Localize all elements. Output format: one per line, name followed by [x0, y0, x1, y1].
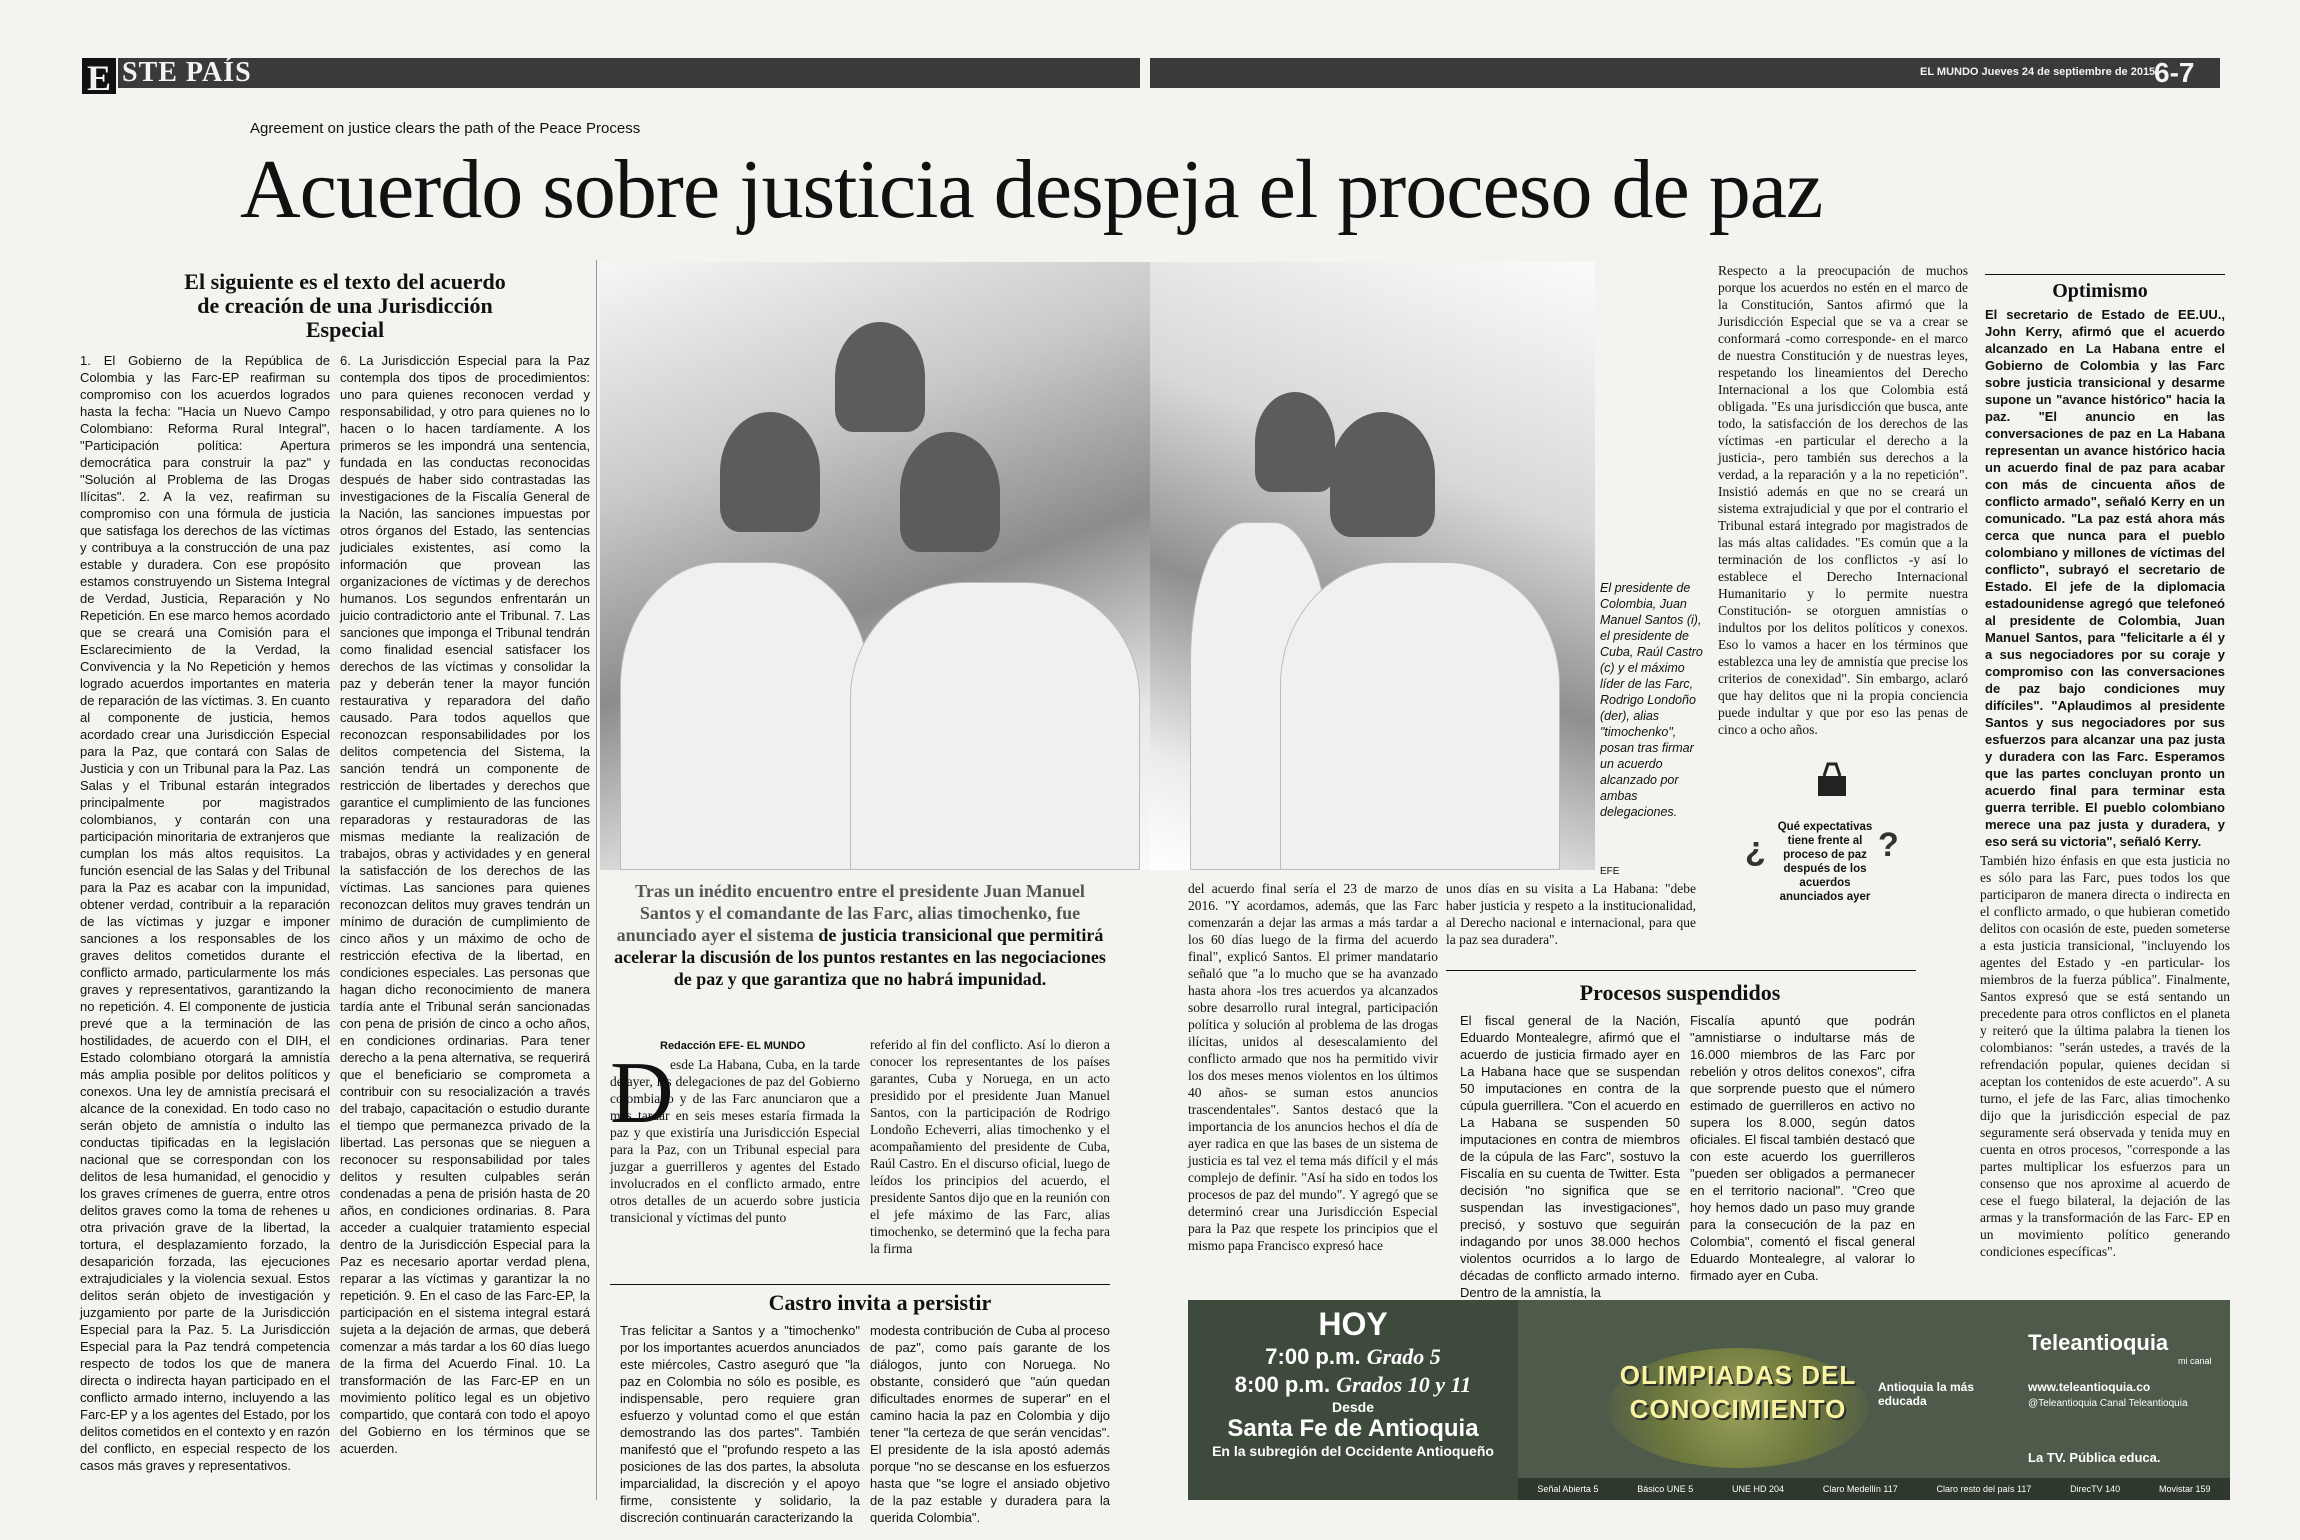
ad-hoy: HOY — [1318, 1306, 1388, 1342]
ad-schedule — [1188, 1300, 1518, 1500]
ad-url: www.teleantioquia.co — [2028, 1380, 2151, 1394]
channel-item: UNE HD 204 — [1732, 1484, 1785, 1494]
ad-time-2: 8:00 p.m. Grados 10 y 11 — [1234, 1372, 1472, 1397]
column-divider — [596, 260, 597, 1500]
optimismo-subhead: Optimismo — [2052, 280, 2148, 302]
ad-time-1: 7:00 p.m. Grado 5 — [1265, 1344, 1441, 1369]
figure-head — [835, 322, 925, 432]
main-column-6: También hizo énfasis en que esta justicia no es sólo para las Farc, pues todos los que participaron de manera directa o indirecta en el conflicto armado, o que hubieran cometido delitos con ocasión de este, pueden someterse a esta justicia transicional, "incluyendo los agentes del Estado y -en particular- los miembros de la fuerza pública". Finalmente, Santos expresó que se está sentando un precedente para otros conflictos en el planeta y reiteró que la última palabra la tienen los colombianos: "serán ustedes, a través de la refrendación popular, quienes decidan si aceptan los contenidos de este acuerdo". A su turno, el jefe de las Farc, alias timochenko dijo que la jurisdicción especial de paz seguramente será observada y tenida muy en cuenta en otros procesos, "corresponde a las partes multiplicar los esfuerzos para un consenso que nos aproxime al acuerdo de cese el fuego bilateral, la dejación de las armas y la transformación de las Farc- EP en un movimiento político generando condiciones específicas". — [1980, 853, 2230, 1259]
expectations-question: Qué expectativas tiene frente al proceso de paz después de los acuerdos anunciados ayer — [1777, 821, 1873, 903]
question-open-icon: ¿ — [1745, 830, 1766, 868]
section-initial: E — [80, 56, 118, 96]
drop-cap: D — [610, 1045, 674, 1142]
main-column-3: del acuerdo final sería el 23 de marzo de 2016. "Y acordamos, además, que las Farc comenzarán a dejar las armas a más tardar a los 60 días luego de la firma del acuerdo final", explicó Santos. El primer mandatario señaló que "a lo mucho que se ha avanzado hasta ahora -los tres acuerdos ya alcanzados sobre desarrollo rural integral, participación política y solución al problema de las drogas ilícitas, unidos al desescalamiento del conflicto armado que nos ha permitido vivir los dos meses menos violentos en los últimos 40 años- se suman estos anuncios trascendentales". Santos destacó que la importancia de los anuncios hechos el día de ayer radica en que las bases de un sistema de justicia es tal vez el tema más difícil y el más complejo de definir. "Así ha sido en todos los procesos de paz del mundo". Y agregó que se determinó crear una Jurisdicción Especial para la Paz que respete los principios que el mismo papa Francisco expresó hace — [1188, 881, 1438, 1253]
channel-item: DirecTV 140 — [2070, 1484, 2121, 1494]
procesos-subhead: Procesos suspendidos — [1579, 980, 1781, 1005]
teleantioquia-ad — [1188, 1300, 2230, 1500]
brand-subtitle: mi canal — [2178, 1356, 2212, 1366]
channel-item: Claro resto del país 117 — [1936, 1484, 2032, 1494]
procesos-column-1: El fiscal general de la Nación, Eduardo Montealegre, afirmó que el acuerdo de justicia firmado ayer en La Habana hace que se suspendan 50 imputaciones en contra de la cúpula guerrillera. "Con el acuerdo en La Habana se suspenden 50 imputaciones en contra de miembros de la cúpula de las Farc", sostuvo la Fiscalía en su cuenta de Twitter. Esta decisión "no significa que se suspendan las investigaciones", precisó, y sostuvo que seguirán indagando por unos 38.000 hechos violentos ocurridos a lo largo de décadas de conflicto armado interno. Dentro de la amnistía, la — [1460, 1013, 1680, 1300]
main-column-1: esde La Habana, Cuba, en la tarde de ayer, las delegaciones de paz del Gobierno colombiano y de las Farc anunciaron que a más tardar en seis meses estaría firmada la paz y que existiría una Jurisdicción Especial para la Paz, con un Tribunal especial para juzgar a guerrilleros y agentes del Estado involucrados en el conflicto armado, entre otros detalles de un acuerdo sobre justicia transicional y víctimas del punto — [610, 1057, 860, 1225]
antioquia-logo-text: Antioquia la más educada — [1878, 1380, 1975, 1408]
figure-head — [720, 412, 820, 532]
figure-head — [1255, 392, 1335, 492]
folio-date: EL MUNDO Jueves 24 de septiembre de 2015 — [1920, 66, 2156, 78]
channel-item: Claro Medellín 117 — [1822, 1484, 1898, 1494]
castro-column-2: modesta contribución de Cuba al proceso de paz", como país garante de los diálogos, junto con Noruega. No obstante, consideró que "aún quedan dificultades enormes de superar" en el camino hacia la paz en Colombia y dijo tener "la certeza de que serán vencidas". El presidente de la isla apostó además porque "no se descanse en los esfuerzos hasta que "se logre el ansiado objetivo de la paz estable y duradera para la querida Colombia". — [870, 1323, 1110, 1525]
sidebar-column-2: 6. La Jurisdicción Especial para la Paz contempla dos tipos de procedimientos: uno para quienes reconocen verdad y responsabilidad, y otro para quienes no lo hacen o lo hacen tardíamente. A los primeros se les impondrá una sentencia, fundada en las conductas reconocidas después de haber sido contrastadas las investigaciones de la Fiscalía General de la Nación, las sanciones impuestas por otros órganos del Estado, las sentencias judiciales existentes, así como la información que provean las organizaciones de víctimas y de derechos humanos. Los segundos enfrentarán un juicio contradictorio ante el Tribunal. 7. Las sanciones que imponga el Tribunal tendrán como finalidad esencial satisfacer los derechos de las víctimas y consolidar la paz y deberán tener la mayor función restaurativa y reparadora del daño causado. Para todos aquellos que reconozcan responsabilidades por los delitos competencia del Sistema, la sanción tendrá un componente de restricción de libertades y derechos que garantice el cumplimiento de las funciones reparadoras y restauradoras de las mismas mediante la realización de trabajos, obras y actividades y en general la satisfacción de los derechos de las víctimas. Las sanciones para quienes reconozcan delitos muy graves tendrán un mínimo de duración de cumplimiento de cinco años y un máximo de ocho de restricción efectiva de la libertad, en condiciones especiales. Las personas que hagan dicho reconocimiento de manera tardía ante el Tribunal serán sancionadas con pena de prisión de cinco a ocho años, en condiciones ordinarias. Para tener derecho a la pena alternativa, se requerirá que el beneficiario se comprometa a contribuir con su resocialización a través del trabajo, capacitación o estudio durante el tiempo que permanezca privado de la libertad. Las personas que se nieguen a reconocer su responsabilidad por tales delitos y resulten culpables serán condenadas a pena de prisión hasta de 20 años, en condiciones ordinarias. 8. Para acceder a cualquier tratamiento especial dentro de la Jurisdicción Especial para la Paz es necesario aportar verdad plena, reparar a las víctimas y garantizar la no repetición. 9. En el caso de las Farc-EP, la participación en el sistema integral estará sujeta a la dejación de armas, que deberá comenzar a más tardar a los 60 días luego de la firma del Acuerdo Final. 10. La transformación de las Farc-EP en un movimiento político legal es un objetivo compartido, que contará con todo el apoyo del Gobierno en los términos que se acuerden. — [340, 353, 590, 1456]
photo-santos-castro — [600, 262, 1150, 870]
teleantioquia-brand: Teleantioquia — [2028, 1330, 2169, 1355]
procesos-column-2: Fiscalía apuntó que podrán "amnistiarse o indultarse más de 16.000 miembros de las Farc por rebelión y otros delitos conexos", cifra que sorprende puesto que el número estimado de guerrilleros en activo no supera los 8.000, según datos oficiales. El fiscal también destacó que con este acuerdo los guerrilleros "pueden ser obligados a permanecer en el territorio nacional". "Creo que hoy hemos dado un paso muy grande para la consecución de la paz en Colombia", comentó el fiscal general Eduardo Montealegre, al valorar lo firmado ayer en Cuba. — [1690, 1013, 1915, 1283]
deck-light: Tras un inédito encuentro entre el presidente Juan Manuel Santos y el comandante de las Farc, alias timochenko, fue anunciado ayer el sistema — [616, 881, 1085, 945]
ad-channel-list — [1518, 1478, 2230, 1500]
castro-subhead: Castro invita a persistir — [768, 1290, 992, 1315]
optimismo-body: El secretario de Estado de EE.UU., John Kerry, afirmó que el acuerdo alcanzado en La Habana entre el Gobierno de Colombia y las Farc sobre justicia transicional y desarme supone un "avance histórico" hacia la paz. "El anuncio en las conversaciones de paz en La Habana representan un avance histórico hacia un acuerdo final de paz para acabar con más de cincuenta años de conflicto armado", señaló Kerry en un comunicado. "La paz está ahora más cerca que nunca para el pueblo colombiano y millones de víctimas del conflicto", subrayó el secretario de Estado. El jefe de la diplomacia estadounidense agregó que telefoneó al presidente de Colombia, Juan Manuel Santos, para "felicitarle a él y a sus negociadores por su coraje y compromiso con las conversaciones de paz bajo condiciones muy difíciles". "Aplaudimos al presidente Santos y sus negociadores por sus esfuerzos para alcanzar una paz justa y duradera con las Farc. Esperamos que las partes concluyan pronto un acuerdo final para terminar esta guerra terrible. El pueblo colombiano merece una paz justa y duradera, y eso será su victoria", señaló Kerry. — [1985, 307, 2225, 849]
deck-dark: de justicia transicional que permitirá acelerar la discusión de los puntos restantes en las negociaciones de paz y que garantiza que no habrá impunidad. — [614, 925, 1106, 989]
ad-tagline: La TV. Pública educa. — [2028, 1450, 2161, 1465]
page-numbers: 6-7 — [2154, 57, 2195, 88]
headline: Acuerdo sobre justicia despeja el proceso de paz — [240, 143, 1823, 236]
figure-shirt — [850, 582, 1140, 870]
main-column-5: Respecto a la preocupación de muchos porque los acuerdos no estén en el marco de la Constitución, Santos afirmó que la Jurisdicción Especial que se va a crear se conformará -como corresponde- en el marco de nuestra Constitución y de nuestras leyes, respetando los lineamientos del Derecho Internacional a los que Colombia está obligada. "Es una jurisdicción que busca, ante todo, la satisfacción de los derechos de las víctimas -en particular el derecho a la justicia-, pero también sus derechos a la verdad, a la reparación y a la no repetición". Insistió además en que no se creará un sistema extrajudicial y que por el contrario el Tribunal estará integrado por magistrados de las más altas calidades. "Es común que a la terminación de los conflictos -y así lo establece el Derecho Internacional Humanitario y lo permite nuestra Constitución- se otorguen amnistías o indultos por los delitos políticos y conexos. Eso lo vamos a hacer en los términos que establezca una ley de amnistía que precise los criterios de conexidad". Sin embargo, aclaró que hay delitos que ni la propia conciencia puede indultar y que por eso las penas de cinco a ocho años. — [1718, 263, 1968, 737]
photo-timochenko — [1150, 262, 1595, 870]
figure-shirt — [1280, 562, 1560, 870]
sidebar-column-1: 1. El Gobierno de la República de Colombia y las Farc-EP reafirman su compromiso con los acuerdos logrados hasta la fecha: "Hacia un Nuevo Campo Colombiano: Reforma Rural Integral", "Participación política: Apertura democrática para construir la paz" y "Solución al Problema de las Drogas Ilícitas". 2. A la vez, reafirman su compromiso con una fórmula de justicia que satisfaga los derechos de las víctimas y contribuya a la construcción de una paz estable y duradera. Con ese propósito estamos construyendo un Sistema Integral de Verdad, Justicia, Reparación y No Repetición. En ese marco hemos acordado que se creará una Comisión para el Esclarecimiento de la Verdad, la Convivencia y la No Repetición y hemos logrado acuerdos importantes en materia de reparación de las víctimas. 3. En cuanto al componente de justicia, hemos acordado crear una Jurisdicción Especial para la Paz, que contará con Salas de Justicia y con un Tribunal para la Paz. Las Salas y el Tribunal estarán integrados principalmente por magistrados colombianos, y contarán con una participación minoritaria de extranjeros que cumplan los más altos requisitos. La función esencial de las Salas y del Tribunal para la Paz es acabar con la impunidad, obtener verdad, contribuir a la reparación de las víctimas y juzgar e imponer sanciones a los responsables de los graves delitos cometidos durante el conflicto armado, particularmente los más graves y representativos, garantizando la no repetición. 4. El componente de justicia prevé que a la terminación de las hostilidades, de acuerdo con el DIH, el Estado colombiano otorgará la amnistía más amplia posible por delitos políticos y conexos. Una ley de amnistía precisará el alcance de la conexidad. En todo caso no serán objeto de amnistía o indulto las conductas tipificadas en la legislación nacional que se correspondan con los delitos de lesa humanidad, el genocidio y los graves crímenes de guerra, entre otros delitos graves como la toma de rehenes u otra privación grave de la libertad, la tortura, el desplazamiento forzado, la desaparición forzada, las ejecuciones extrajudiciales y la violencia sexual. Estos delitos serán objeto de investigación y juzgamiento por parte de la Jurisdicción Especial para la Paz. 5. La Jurisdicción Especial para la Paz tendrá competencia respecto de todos los que de manera directa o indirecta hayan participado en el conflicto armado interno, incluyendo a las Farc-EP y a los agentes del Estado, por los delitos cometidos en el contexto y en razón del conflicto, en especial respecto de los casos más graves y representativos. — [80, 353, 330, 1473]
olimpiadas-logo — [1608, 1328, 1868, 1478]
ad-desde: Desde — [1331, 1399, 1375, 1415]
channel-item: Señal Abierta 5 — [1537, 1484, 1599, 1494]
main-column-2: referido al fin del conflicto. Así lo dieron a conocer los representantes de los países garantes, Cuba y Noruega, en un acto presidido por el presidente Juan Manuel Santos, con la participación de Rodrigo Londoño Echeverri, alias timochenko y el acompañamiento del presidente de Cuba, Raúl Castro. En el discurso oficial, luego de leídos los principios del acuerdo, el presidente Santos dijo que en la reunión con el jefe máximo de las Farc, alias timochenko, se determinó que la fecha para la firma — [870, 1037, 1110, 1256]
logo-text: OLIMPIADAS DEL CONOCIMIENTO — [1619, 1360, 1857, 1424]
castro-column-1: Tras felicitar a Santos y a "timochenko" por los importantes acuerdos anunciados este miércoles, Castro aseguró que "la paz en Colombia no sólo es posible, es indispensable, pero requiere gran esfuerzo y voluntad como el que están demostrando las dos partes". También manifestó que el "profundo respeto a las posiciones de las dos partes, la absoluta imparcialidad, la discreción y el apoyo firme, consistente y solidario, la discreción continuarán caracterizando la — [620, 1323, 860, 1525]
story-deck — [610, 880, 1110, 990]
section-rule — [1985, 274, 2225, 275]
photo-credit: EFE — [1600, 866, 1620, 877]
section-name: STE PAÍS — [122, 57, 252, 88]
byline: Redacción EFE- EL MUNDO — [660, 1040, 806, 1052]
ad-place: Santa Fe de Antioquia — [1227, 1415, 1479, 1442]
main-column-4: unos días en su visita a La Habana: "debe haber justicia y respeto a la institucionalidad, al Derecho nacional e internacional, para que la paz sea duradera". — [1446, 881, 1696, 947]
figure-head — [900, 432, 1000, 552]
figure-shirt — [620, 562, 870, 870]
figure-head — [1330, 412, 1435, 537]
section-rule — [610, 1284, 1110, 1285]
channel-item: Movistar 159 — [2158, 1484, 2211, 1494]
photo-caption: El presidente de Colombia, Juan Manuel Santos (i), el presidente de Cuba, Raúl Castro (c) y el máximo líder de las Farc, Rodrigo Londoño (der), alias "timochenko", posan tras firmar un acuerdo alcanzado por ambas delegaciones. — [1600, 581, 1703, 819]
ad-region: En la subregión del Occidente Antioqueño — [1212, 1443, 1494, 1459]
english-kicker: Agreement on justice clears the path of the Peace Process — [250, 120, 641, 137]
sidebar-title: El siguiente es el texto del acuerdo de creación de una Jurisdicción Especial — [184, 269, 506, 342]
section-rule — [1446, 970, 1916, 971]
question-close-icon: ? — [1878, 826, 1899, 864]
channel-item: Básico UNE 5 — [1637, 1484, 1694, 1494]
binder-clip-icon — [1812, 760, 1852, 800]
ad-social: @Teleantioquia Canal Teleantioquia — [2028, 1398, 2188, 1409]
